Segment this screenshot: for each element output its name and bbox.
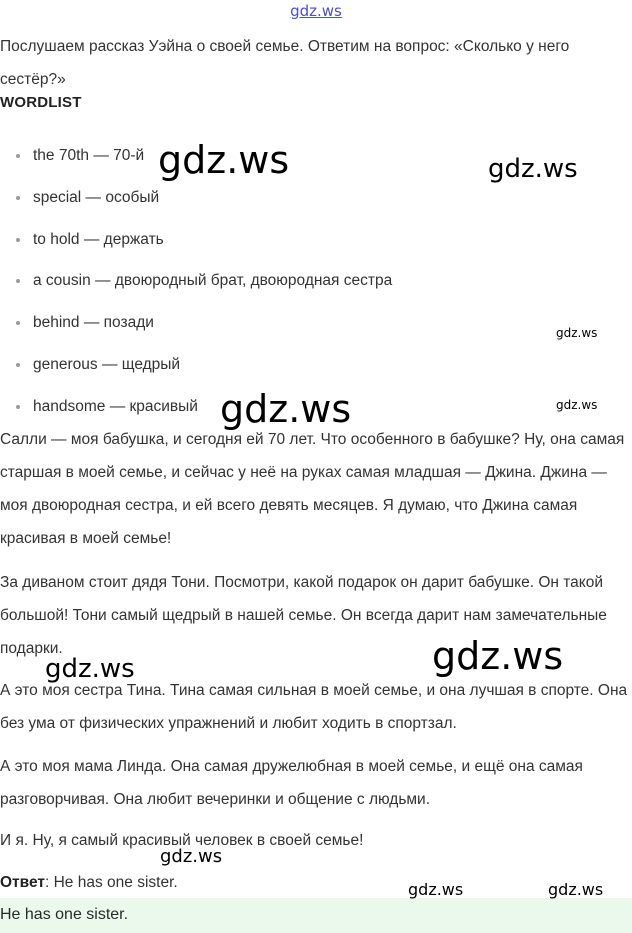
watermark: gdz.ws <box>158 138 290 182</box>
wordlist-title: WORDLIST <box>0 94 82 111</box>
watermark: gdz.ws <box>556 326 598 340</box>
wordlist-item-text: handsome — красивый <box>33 397 198 415</box>
wordlist-item <box>0 222 392 264</box>
story-paragraph-uncle: За диваном стоит дядя Тони. Посмотри, какой подарок он дарит бабушке. Он такой большой! Тони самый щедрый в нашей семье. Он всегда дарит нам замечательные подарки. <box>0 574 607 657</box>
wordlist-item-text: to hold — держать <box>33 230 164 248</box>
wordlist-item <box>0 263 392 305</box>
watermark: gdz.ws <box>408 880 464 899</box>
wordlist-item-text: generous — щедрый <box>33 355 181 373</box>
bullet-icon <box>16 279 20 283</box>
bullet-icon <box>16 196 20 200</box>
story-paragraph-mother: А это моя мама Линда. Она самая дружелюбная в моей семье, и ещё она самая разговорчивая. Она любит вечеринки и общение с людьми. <box>0 758 583 808</box>
answer-box: He has one sister. <box>0 898 632 933</box>
wordlist-item-text: behind — позади <box>33 314 154 332</box>
bullet-icon <box>16 154 20 158</box>
bullet-icon <box>16 405 20 409</box>
answer-line: Ответ: He has one sister. <box>0 874 178 891</box>
story-paragraph-self: И я. Ну, я самый красивый человек в своей семье! <box>0 832 364 849</box>
story-paragraph-grandmother: Салли — моя бабушка, и сегодня ей 70 лет. Что особенного в бабушке? Ну, она самая старшая в моей семье, и сейчас у неё на руках самая младшая — Джина. Джина — моя двоюродная сестра, и ей всего девять месяцев. Я думаю, что Джина самая красивая в моей семье! <box>0 431 625 547</box>
wordlist-item <box>0 305 392 347</box>
wordlist-item <box>0 347 392 389</box>
watermark: gdz.ws <box>45 654 135 684</box>
watermark: gdz.ws <box>556 398 598 412</box>
watermark: gdz.ws <box>160 846 223 867</box>
watermark: gdz.ws <box>432 634 564 678</box>
wordlist-item <box>0 180 392 222</box>
watermark: gdz.ws <box>488 154 578 184</box>
bullet-icon <box>16 238 20 242</box>
answer-label: Ответ <box>0 874 45 891</box>
watermark: gdz.ws <box>220 387 352 431</box>
bullet-icon <box>16 363 20 367</box>
answer-text: He has one sister. <box>53 874 178 891</box>
wordlist-item-text: the 70th — 70-й <box>33 147 145 164</box>
watermark: gdz.ws <box>548 880 604 899</box>
bullet-icon <box>16 321 20 325</box>
story-paragraph-sister: А это моя сестра Тина. Тина самая сильная в моей семье, и она лучшая в спорте. Она без ума от физических упражнений и любит ходить в спортзал. <box>0 682 628 732</box>
intro-paragraph: Послушаем рассказ Уэйна о своей семье. Ответим на вопрос: «Сколько у него сестёр?» <box>0 38 570 88</box>
wordlist-item-text: a cousin — двоюродный брат, двоюродная сестра <box>33 272 393 290</box>
wordlist-item-text: special — особый <box>33 188 160 206</box>
top-watermark-link[interactable]: gdz.ws <box>290 2 342 20</box>
